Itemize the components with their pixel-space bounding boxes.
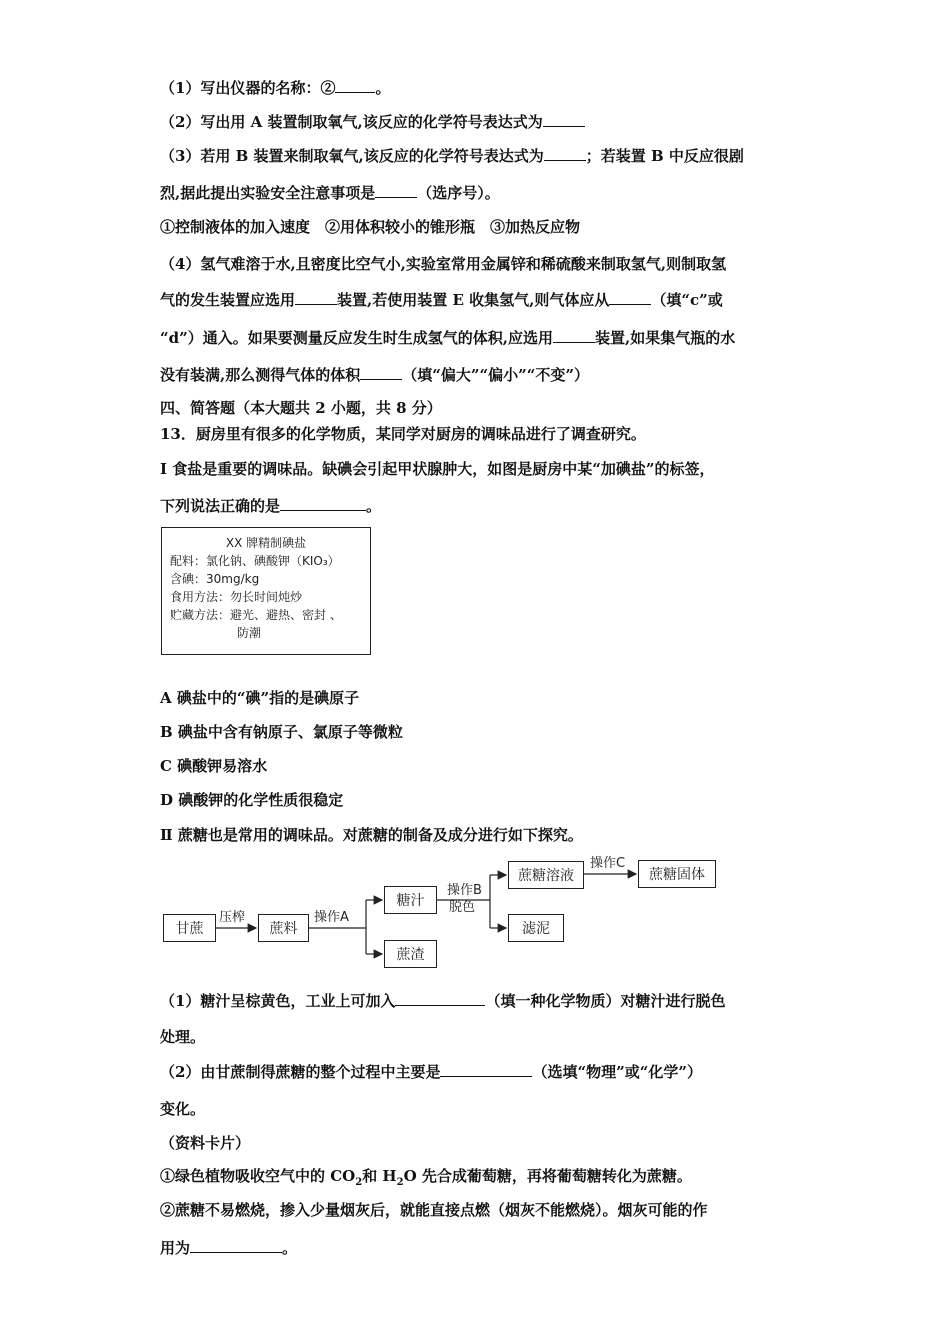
s2a-line: （2）由甘蔗制得蔗糖的整个过程中主要是 （选填“物理”或“化学”） xyxy=(160,1063,702,1081)
answer-blank[interactable] xyxy=(360,365,402,380)
salt-label-ingredients: 配料：氯化钠、碘酸钾（KIO₃） xyxy=(170,554,340,568)
flow-node-sucrose-solid: 蔗糖固体 xyxy=(638,860,716,888)
salt-label-usage: 食用方法：勿长时间炖炒 xyxy=(170,590,303,604)
section-heading: 四、简答题（本大题共 2 小题，共 8 分） xyxy=(160,399,442,417)
answer-blank[interactable] xyxy=(543,112,585,127)
p1b-line: 下列说法正确的是 。 xyxy=(160,497,382,515)
option-a: A 碘盐中的“碘”指的是碘原子 xyxy=(160,689,360,707)
answer-blank[interactable] xyxy=(544,146,586,161)
option-d: D 碘酸钾的化学性质很稳定 xyxy=(160,791,344,809)
q4a-line: （4）氢气难溶于水,且密度比空气小,实验室常用金属锌和稀硫酸来制取氢气,则制取氢 xyxy=(160,255,727,273)
answer-blank[interactable] xyxy=(335,78,375,93)
answer-blank[interactable] xyxy=(280,496,366,511)
salt-label-title: XX 牌精制碘盐 xyxy=(225,536,307,550)
answer-blank[interactable] xyxy=(553,328,595,343)
flow-node-filter-mud: 滤泥 xyxy=(508,914,564,942)
flow-label-op-c: 操作C xyxy=(590,856,626,871)
flow-label-op-a: 操作A xyxy=(314,910,349,925)
flow-label-op-b: 操作B xyxy=(447,883,482,898)
answer-blank[interactable] xyxy=(190,1238,282,1253)
flow-label-press: 压榨 xyxy=(219,910,246,925)
salt-label-iodine: 含碘：30mg/kg xyxy=(170,572,260,586)
s1a-line: （1）糖汁呈棕黄色，工业上可加入 （填一种化学物质）对糖汁进行脱色 xyxy=(160,992,726,1010)
answer-blank[interactable] xyxy=(295,290,337,305)
q13-line: 13．厨房里有很多的化学物质，某同学对厨房的调味品进行了调查研究。 xyxy=(160,425,646,443)
answer-blank[interactable] xyxy=(609,290,651,305)
flow-node-bagasse: 蔗渣 xyxy=(384,940,437,968)
q4c-line: “d”）通入。如果要测量反应发生时生成氢气的体积,应选用 装置,如果集气瓶的水 xyxy=(160,329,736,347)
option-c: C 碘酸钾易溶水 xyxy=(160,757,268,775)
card-item-2: ②蔗糖不易燃烧，掺入少量烟灰后，就能直接点燃（烟灰不能燃烧）。烟灰可能的作 xyxy=(160,1201,708,1219)
p1a-line: Ⅰ 食盐是重要的调味品。缺碘会引起甲状腺肿大，如图是厨房中某“加碘盐”的标签， xyxy=(160,460,715,478)
salt-label-storage: 贮藏方法：避光、避热、密封 、 xyxy=(170,608,342,622)
salt-label-storage-cont: 防潮 xyxy=(237,626,262,640)
q3a-line: （3）若用 B 装置来制取氧气,该反应的化学符号表达式为 ；若装置 B 中反应很剧 xyxy=(160,147,744,165)
p2-line: Ⅱ 蔗糖也是常用的调味品。对蔗糖的制备及成分进行如下探究。 xyxy=(160,826,583,844)
q4b-line: 气的发生装置应选用 装置,若使用装置 E 收集氢气,则气体应从 （填“c”或 xyxy=(160,291,723,309)
card-heading: （资料卡片） xyxy=(160,1134,251,1152)
answer-blank[interactable] xyxy=(375,183,417,198)
answer-blank[interactable] xyxy=(395,991,485,1006)
flow-node-sugarcane: 甘蔗 xyxy=(163,914,216,942)
card-item-1: ①绿色植物吸收空气中的 $CO_2$和 $H_2O$ 先合成葡萄糖，再将葡萄糖转化为蔗糖。 xyxy=(160,1167,692,1188)
salt-label xyxy=(161,527,371,655)
s2b-line: 变化。 xyxy=(160,1100,206,1118)
answer-blank[interactable] xyxy=(440,1062,532,1077)
q3c-line: ①控制液体的加入速度 ②用体积较小的锥形瓶 ③加热反应物 xyxy=(160,218,581,236)
flow-node-cane-material: 蔗料 xyxy=(258,914,309,942)
flow-node-juice: 糖汁 xyxy=(384,886,437,914)
q3b-line: 烈,据此提出实验安全注意事项是 （选序号）。 xyxy=(160,184,500,202)
q4d-line: 没有装满,那么测得气体的体积 （填“偏大”“偏小”“不变”） xyxy=(160,366,590,384)
option-b: B 碘盐中含有钠原子、氯原子等微粒 xyxy=(160,723,403,741)
card-item-2-cont: 用为 。 xyxy=(160,1239,298,1257)
q1-line: （1）写出仪器的名称：② 。 xyxy=(160,79,391,97)
s1b-line: 处理。 xyxy=(160,1028,206,1046)
q2-line: （2）写出用 A 装置制取氧气,该反应的化学符号表达式为 xyxy=(160,112,585,132)
flow-node-sucrose-solution: 蔗糖溶液 xyxy=(508,861,584,889)
flow-label-decolor: 脱色 xyxy=(449,900,476,915)
